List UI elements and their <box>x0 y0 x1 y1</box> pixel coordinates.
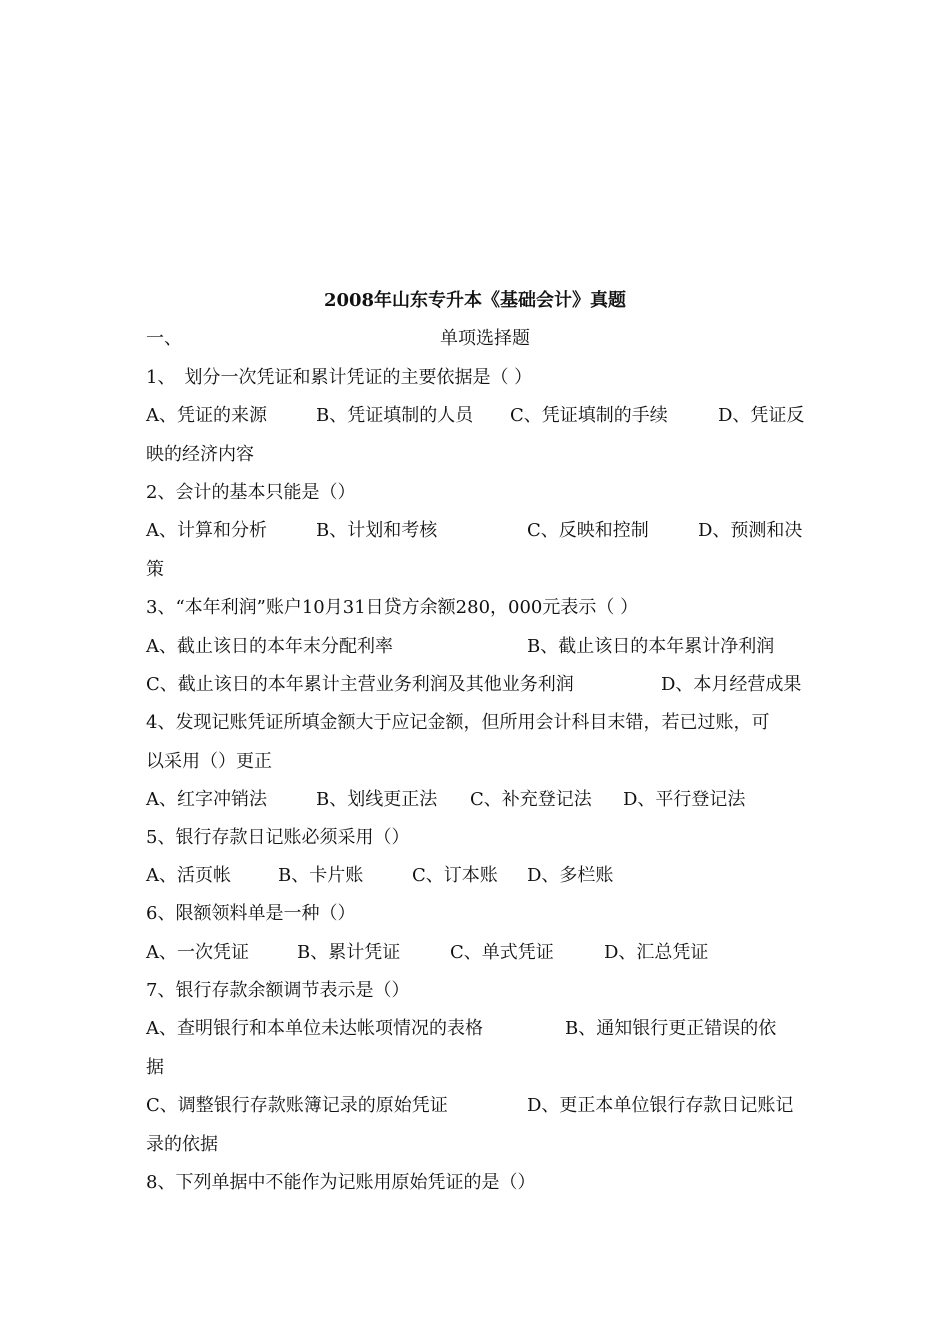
option-d-continued: 映的经济内容 <box>146 444 254 465</box>
option-b: B、划线更正法 <box>316 789 438 810</box>
option-b: B、通知银行更正错误的依 <box>565 1018 777 1039</box>
question-stem: 5、银行存款日记账必须采用（） <box>146 827 410 848</box>
option-d: D、汇总凭证 <box>604 942 709 963</box>
question-stem: 7、银行存款余额调节表示是（） <box>146 980 410 1001</box>
option-a: A、截止该日的本年末分配利率 <box>146 636 393 657</box>
option-b: B、卡片账 <box>278 865 364 886</box>
option-d-continued: 录的依据 <box>146 1134 218 1155</box>
option-b-continued: 据 <box>146 1057 164 1078</box>
section-number: 一、 <box>146 328 182 349</box>
option-a: A、查明银行和本单位未达帐项情况的表格 <box>146 1018 483 1039</box>
option-c: C、调整银行存款账簿记录的原始凭证 <box>146 1095 448 1116</box>
question-stem: 6、限额领料单是一种（） <box>146 903 356 924</box>
option-b: B、累计凭证 <box>297 942 401 963</box>
question-stem: 2、会计的基本只能是（） <box>146 482 356 503</box>
option-c: C、补充登记法 <box>470 789 592 810</box>
option-c: C、截止该日的本年累计主营业务利润及其他业务利润 <box>146 674 574 695</box>
option-b: B、计划和考核 <box>316 520 438 541</box>
option-d: D、本月经营成果 <box>661 674 802 695</box>
document-title: 2008年山东专升本《基础会计》真题 <box>323 290 627 311</box>
option-d-continued: 策 <box>146 559 164 580</box>
option-a: A、计算和分析 <box>146 520 267 541</box>
section-title: 单项选择题 <box>440 328 530 349</box>
option-d: D、平行登记法 <box>623 789 746 810</box>
option-c: C、凭证填制的手续 <box>510 405 668 426</box>
question-stem: 8、下列单据中不能作为记账用原始凭证的是（） <box>146 1172 536 1193</box>
question-stem: 4、发现记账凭证所填金额大于应记金额，但所用会计科目末错，若已过账，可 <box>146 712 770 733</box>
question-stem-continued: 以采用（）更正 <box>146 751 272 772</box>
question-stem: 3、“本年利润”账户10月31日贷方余额280，000元表示（ ） <box>146 597 639 618</box>
option-a: A、红字冲销法 <box>146 789 267 810</box>
option-b: B、截止该日的本年累计净利润 <box>527 636 775 657</box>
option-d: D、更正本单位银行存款日记账记 <box>527 1095 794 1116</box>
option-c: C、单式凭证 <box>450 942 554 963</box>
option-a: A、凭证的来源 <box>146 405 267 426</box>
option-c: C、订本账 <box>412 865 498 886</box>
option-a: A、一次凭证 <box>146 942 249 963</box>
option-a: A、活页帐 <box>146 865 231 886</box>
option-c: C、反映和控制 <box>527 520 649 541</box>
question-stem: 1、 划分一次凭证和累计凭证的主要依据是（ ） <box>146 367 533 388</box>
option-d: D、多栏账 <box>527 865 614 886</box>
option-d: D、预测和决 <box>698 520 803 541</box>
option-d: D、凭证反 <box>718 405 805 426</box>
option-b: B、凭证填制的人员 <box>316 405 474 426</box>
